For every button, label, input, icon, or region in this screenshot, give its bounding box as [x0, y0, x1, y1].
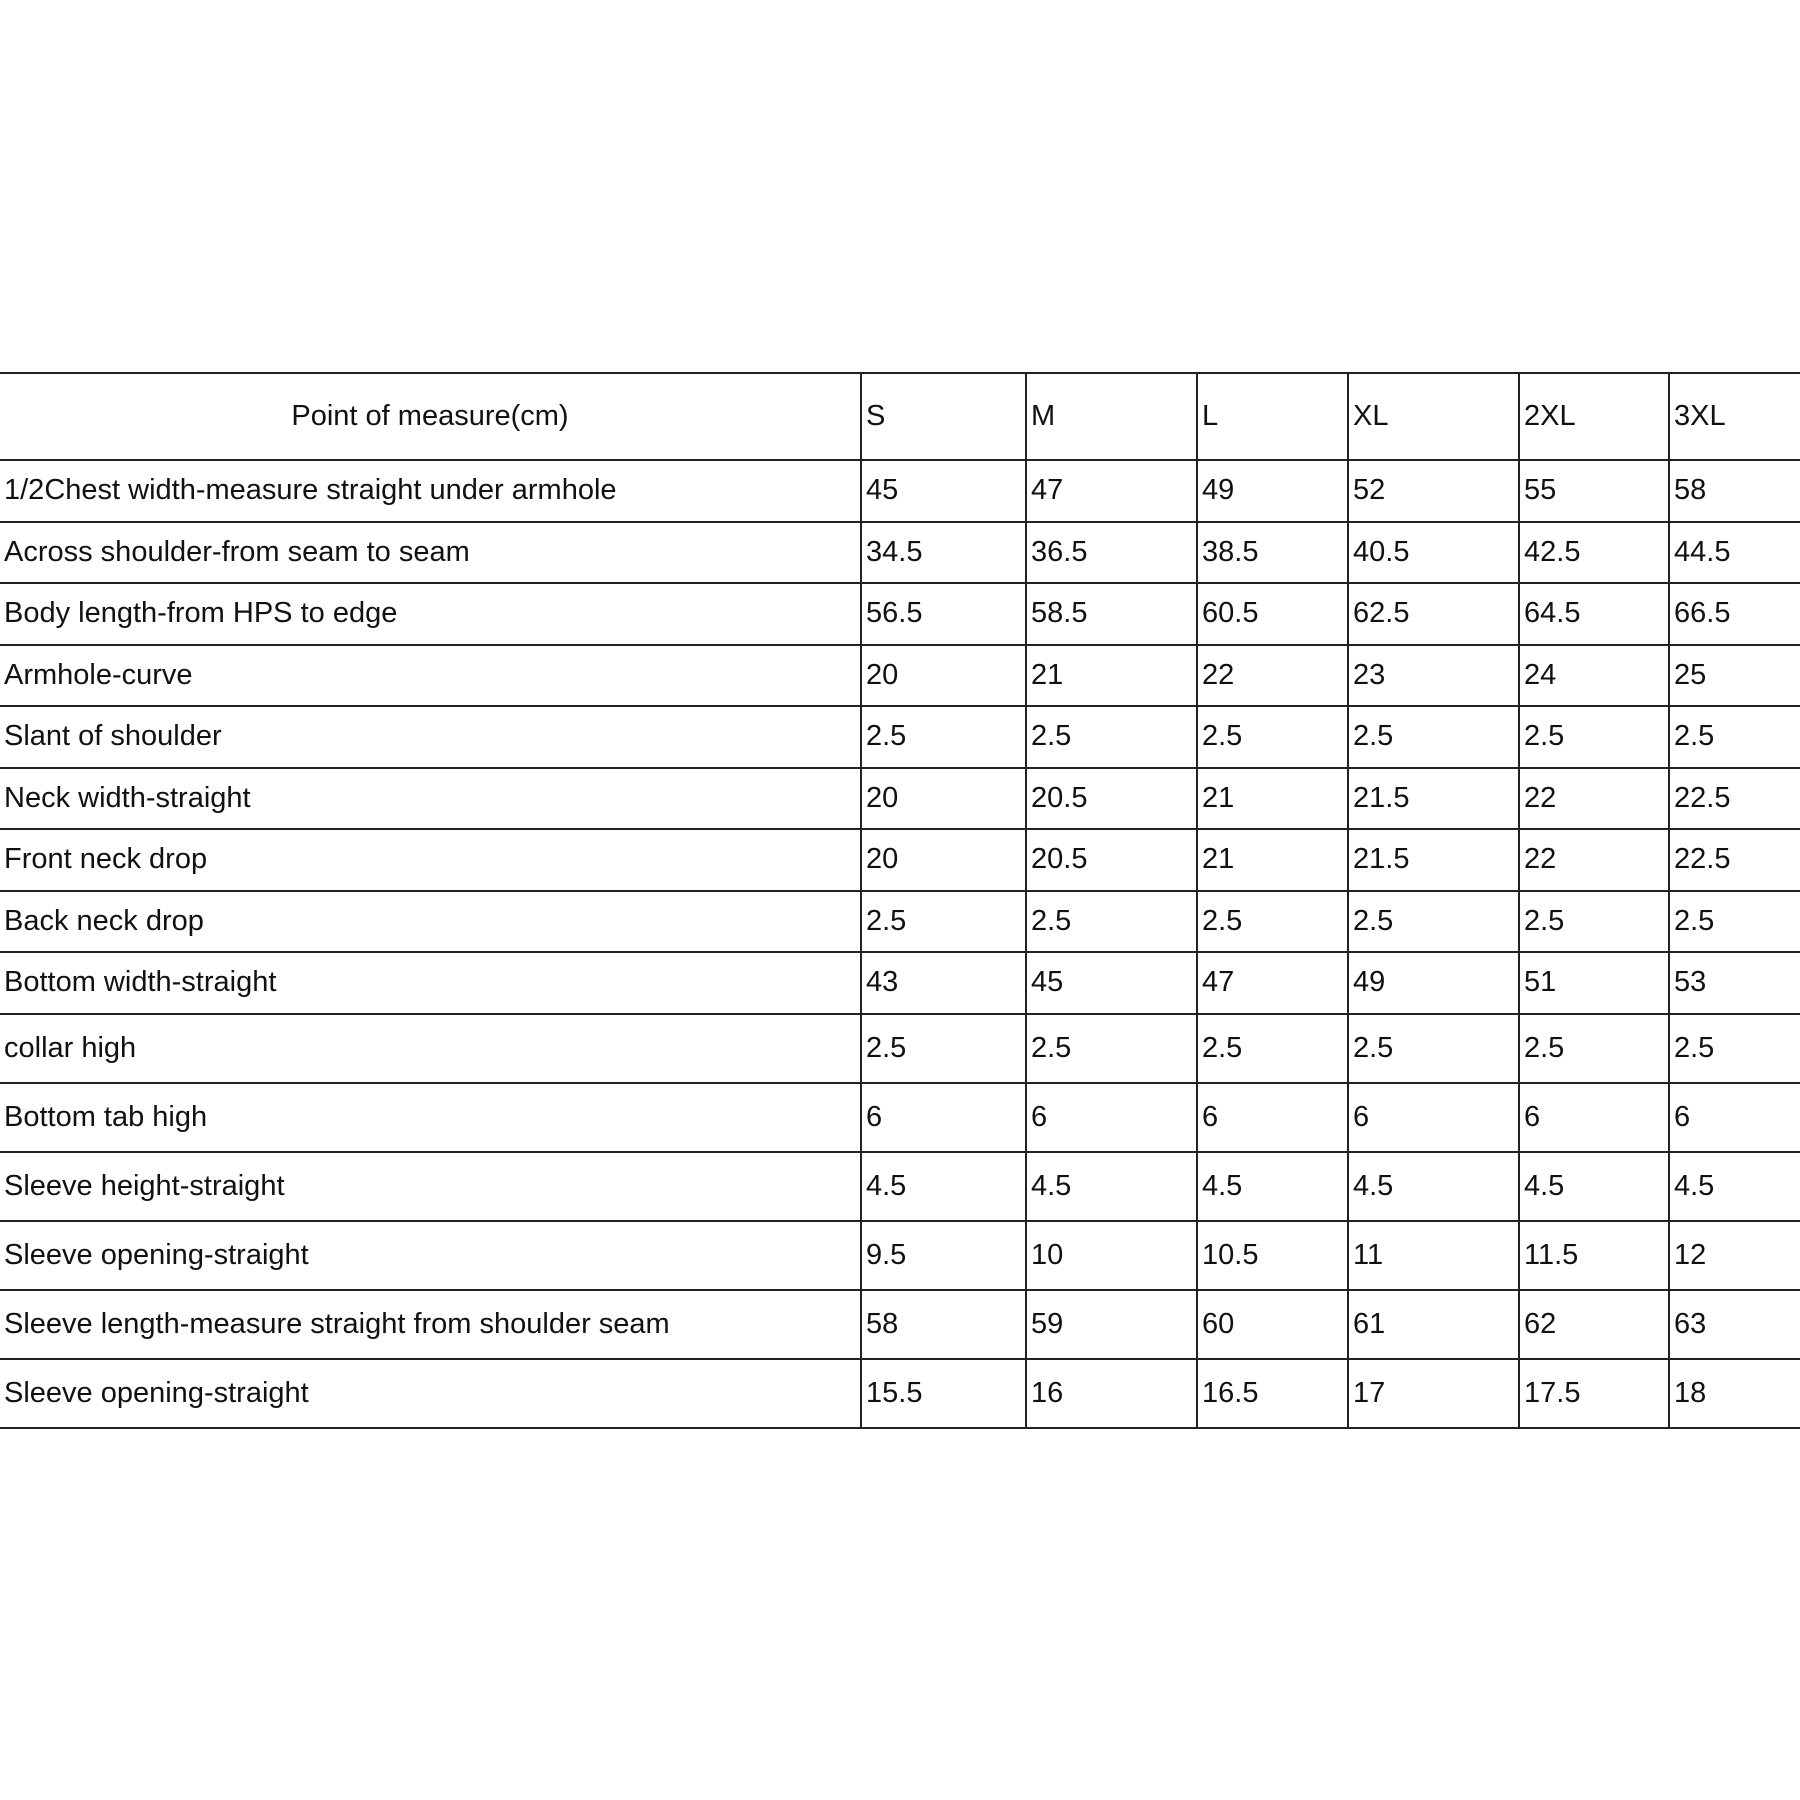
measure-value-3xl: 22.5	[1669, 829, 1800, 891]
measure-label: Neck width-straight	[0, 768, 861, 830]
measure-value-xl: 40.5	[1348, 522, 1519, 584]
measure-value-s: 2.5	[861, 706, 1026, 768]
measure-row	[0, 1152, 1800, 1221]
measure-label: Back neck drop	[0, 891, 861, 953]
measure-value-m: 58.5	[1026, 583, 1197, 645]
measure-value-2xl: 51	[1519, 952, 1669, 1014]
measure-row	[0, 1359, 1800, 1428]
measure-row	[0, 1083, 1800, 1152]
measure-value-s: 2.5	[861, 891, 1026, 953]
measure-value-3xl: 63	[1669, 1290, 1800, 1359]
measure-value-m: 20.5	[1026, 829, 1197, 891]
size-header-2xl: 2XL	[1519, 373, 1669, 460]
measure-value-2xl: 2.5	[1519, 706, 1669, 768]
measure-value-2xl: 2.5	[1519, 1014, 1669, 1083]
measure-value-3xl: 2.5	[1669, 891, 1800, 953]
measure-value-l: 2.5	[1197, 891, 1348, 953]
measure-value-m: 21	[1026, 645, 1197, 707]
measure-value-xl: 62.5	[1348, 583, 1519, 645]
measure-value-xl: 6	[1348, 1083, 1519, 1152]
measure-value-m: 16	[1026, 1359, 1197, 1428]
measure-row	[0, 768, 1800, 830]
measure-value-xl: 2.5	[1348, 1014, 1519, 1083]
measure-value-3xl: 44.5	[1669, 522, 1800, 584]
measure-value-l: 6	[1197, 1083, 1348, 1152]
measure-value-s: 9.5	[861, 1221, 1026, 1290]
measure-value-2xl: 42.5	[1519, 522, 1669, 584]
measure-label: Sleeve opening-straight	[0, 1221, 861, 1290]
measure-value-3xl: 2.5	[1669, 706, 1800, 768]
measure-value-3xl: 22.5	[1669, 768, 1800, 830]
measure-value-2xl: 55	[1519, 460, 1669, 522]
measure-label: Bottom width-straight	[0, 952, 861, 1014]
measure-value-2xl: 2.5	[1519, 891, 1669, 953]
measure-value-m: 20.5	[1026, 768, 1197, 830]
measure-value-2xl: 64.5	[1519, 583, 1669, 645]
size-header-l: L	[1197, 373, 1348, 460]
measure-value-l: 60	[1197, 1290, 1348, 1359]
measure-label: Front neck drop	[0, 829, 861, 891]
measure-value-3xl: 4.5	[1669, 1152, 1800, 1221]
measure-value-2xl: 4.5	[1519, 1152, 1669, 1221]
measure-value-s: 34.5	[861, 522, 1026, 584]
measure-label: Body length-from HPS to edge	[0, 583, 861, 645]
size-header-xl: XL	[1348, 373, 1519, 460]
measure-value-3xl: 66.5	[1669, 583, 1800, 645]
measure-value-m: 47	[1026, 460, 1197, 522]
size-header-m: M	[1026, 373, 1197, 460]
measure-value-l: 2.5	[1197, 706, 1348, 768]
measure-label: Across shoulder-from seam to seam	[0, 522, 861, 584]
measure-value-m: 36.5	[1026, 522, 1197, 584]
size-chart-table	[0, 372, 1800, 1429]
measure-value-3xl: 58	[1669, 460, 1800, 522]
measure-value-l: 10.5	[1197, 1221, 1348, 1290]
measure-label: Sleeve height-straight	[0, 1152, 861, 1221]
measure-value-3xl: 25	[1669, 645, 1800, 707]
measure-value-s: 56.5	[861, 583, 1026, 645]
measure-row	[0, 706, 1800, 768]
measure-value-m: 6	[1026, 1083, 1197, 1152]
measure-value-xl: 21.5	[1348, 768, 1519, 830]
measure-value-xl: 17	[1348, 1359, 1519, 1428]
measure-row	[0, 522, 1800, 584]
measure-label: Armhole-curve	[0, 645, 861, 707]
measure-value-2xl: 22	[1519, 768, 1669, 830]
measure-row	[0, 1290, 1800, 1359]
measure-label: collar high	[0, 1014, 861, 1083]
measure-value-3xl: 2.5	[1669, 1014, 1800, 1083]
header-row	[0, 373, 1800, 460]
measure-value-s: 6	[861, 1083, 1026, 1152]
measure-value-l: 47	[1197, 952, 1348, 1014]
measure-row	[0, 1014, 1800, 1083]
measure-label: 1/2Chest width-measure straight under armhole	[0, 460, 861, 522]
measure-value-xl: 61	[1348, 1290, 1519, 1359]
measure-label: Bottom tab high	[0, 1083, 861, 1152]
measure-value-m: 4.5	[1026, 1152, 1197, 1221]
measure-value-l: 16.5	[1197, 1359, 1348, 1428]
measure-value-s: 20	[861, 829, 1026, 891]
measure-value-s: 45	[861, 460, 1026, 522]
measure-value-m: 2.5	[1026, 706, 1197, 768]
measure-label: Slant of shoulder	[0, 706, 861, 768]
measure-row	[0, 952, 1800, 1014]
measure-row	[0, 460, 1800, 522]
measure-value-xl: 2.5	[1348, 706, 1519, 768]
measure-value-2xl: 17.5	[1519, 1359, 1669, 1428]
measure-value-xl: 4.5	[1348, 1152, 1519, 1221]
measure-value-l: 38.5	[1197, 522, 1348, 584]
measure-value-l: 60.5	[1197, 583, 1348, 645]
measure-value-s: 2.5	[861, 1014, 1026, 1083]
measure-value-l: 2.5	[1197, 1014, 1348, 1083]
measure-value-2xl: 6	[1519, 1083, 1669, 1152]
measure-value-l: 22	[1197, 645, 1348, 707]
measure-value-l: 49	[1197, 460, 1348, 522]
measure-value-s: 4.5	[861, 1152, 1026, 1221]
measure-value-l: 4.5	[1197, 1152, 1348, 1221]
measure-value-2xl: 22	[1519, 829, 1669, 891]
measure-row	[0, 1221, 1800, 1290]
measure-value-3xl: 12	[1669, 1221, 1800, 1290]
measure-value-2xl: 11.5	[1519, 1221, 1669, 1290]
measure-value-s: 43	[861, 952, 1026, 1014]
measure-value-3xl: 6	[1669, 1083, 1800, 1152]
size-header-3xl: 3XL	[1669, 373, 1800, 460]
measure-row	[0, 583, 1800, 645]
measure-value-s: 58	[861, 1290, 1026, 1359]
measure-row	[0, 891, 1800, 953]
measure-value-xl: 23	[1348, 645, 1519, 707]
measure-value-l: 21	[1197, 768, 1348, 830]
measure-value-s: 20	[861, 645, 1026, 707]
measure-value-l: 21	[1197, 829, 1348, 891]
measure-value-xl: 49	[1348, 952, 1519, 1014]
measure-value-s: 20	[861, 768, 1026, 830]
measure-value-m: 2.5	[1026, 1014, 1197, 1083]
measure-value-xl: 11	[1348, 1221, 1519, 1290]
measure-value-m: 59	[1026, 1290, 1197, 1359]
measure-value-3xl: 53	[1669, 952, 1800, 1014]
measure-value-m: 2.5	[1026, 891, 1197, 953]
measure-value-2xl: 62	[1519, 1290, 1669, 1359]
measure-value-2xl: 24	[1519, 645, 1669, 707]
measure-value-xl: 52	[1348, 460, 1519, 522]
measure-label: Sleeve length-measure straight from shoulder seam	[0, 1290, 861, 1359]
point-of-measure-header: Point of measure(cm)	[0, 373, 861, 460]
measure-row	[0, 829, 1800, 891]
measure-value-m: 45	[1026, 952, 1197, 1014]
measure-value-s: 15.5	[861, 1359, 1026, 1428]
measure-value-3xl: 18	[1669, 1359, 1800, 1428]
measure-value-xl: 21.5	[1348, 829, 1519, 891]
measure-value-xl: 2.5	[1348, 891, 1519, 953]
size-header-s: S	[861, 373, 1026, 460]
measure-label: Sleeve opening-straight	[0, 1359, 861, 1428]
measure-value-m: 10	[1026, 1221, 1197, 1290]
measure-row	[0, 645, 1800, 707]
